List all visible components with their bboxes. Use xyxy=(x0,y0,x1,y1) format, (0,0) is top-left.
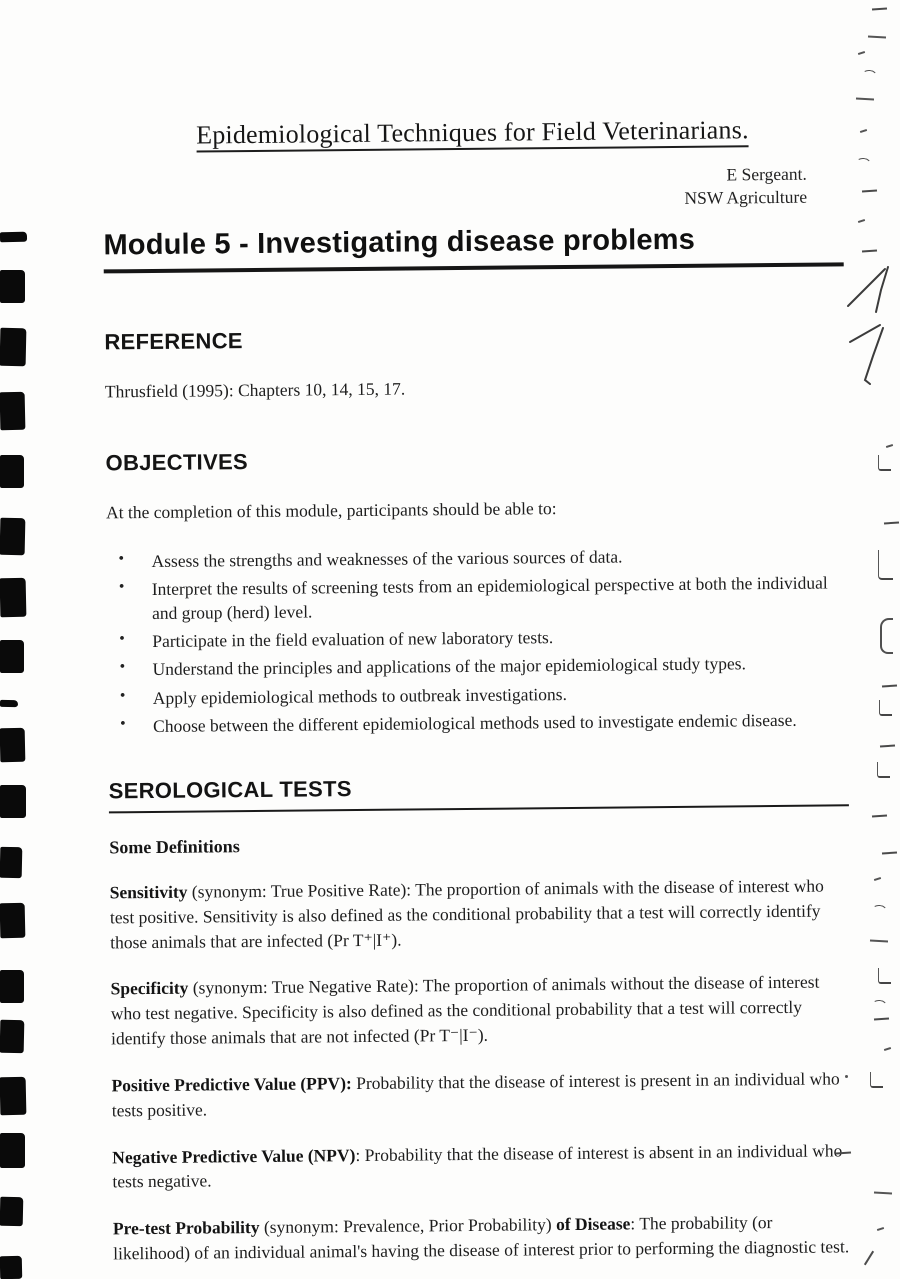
binding-mark xyxy=(0,785,26,818)
scan-edge-mark xyxy=(870,1072,883,1088)
binding-mark xyxy=(0,700,18,707)
definition-npv xyxy=(112,1138,852,1195)
scan-edge-mark xyxy=(858,219,865,223)
scan-edge-mark xyxy=(879,700,892,716)
scan-edge-mark xyxy=(864,1251,874,1266)
binding-mark xyxy=(0,1020,24,1053)
scan-edge-mark xyxy=(878,455,891,471)
binding-mark xyxy=(0,1197,23,1226)
binding-mark xyxy=(0,578,26,618)
module-heading: Module 5 - Investigating disease problems xyxy=(103,223,843,274)
scan-edge-mark xyxy=(861,69,877,82)
scan-edge-mark xyxy=(856,98,874,101)
binding-mark xyxy=(0,232,27,243)
binding-mark xyxy=(0,640,24,673)
definition-specificity xyxy=(111,970,852,1052)
scan-edge-mark xyxy=(882,851,897,854)
serological-tests-heading: SEROLOGICAL TESTS xyxy=(109,771,849,813)
definition-term: Sensitivity xyxy=(109,881,188,903)
scan-edge-mark xyxy=(880,744,895,747)
objective-item: • Participate in the field evaluation of new laboratory tests. xyxy=(107,623,847,654)
scan-edge-mark xyxy=(886,444,893,448)
scan-edge-mark xyxy=(880,618,893,654)
reference-citation: Thrusfield (1995): Chapters 10, 14, 15, 17. xyxy=(104,378,406,402)
definition-body: (synonym: True Negative Rate): The proportion of animals without the disease of interest who test negative. Specificity is also defined as the conditional probability that a test will correctly identify those animals that are not infected (Pr T⁻|I⁻). xyxy=(110,971,820,1049)
scan-edge-mark xyxy=(855,157,871,170)
binding-mark xyxy=(0,1133,25,1168)
organization: NSW Agriculture xyxy=(684,186,808,208)
reference-heading: REFERENCE xyxy=(104,328,243,355)
binding-mark xyxy=(0,392,25,431)
definition-sensitivity xyxy=(110,873,851,955)
binding-mark xyxy=(0,270,25,303)
scan-edge-mark xyxy=(871,904,887,917)
binding-mark xyxy=(0,1256,22,1279)
scan-edge-mark xyxy=(884,1047,891,1051)
definition-body: Probability that the disease of interest is present in an individual who tests positive. xyxy=(111,1068,840,1121)
definition-body: (synonym: Prevalence, Prior Probability) xyxy=(259,1214,557,1238)
definition-body: (synonym: True Positive Rate): The proportion of animals with the disease of interest who test positive. Sensitivity is also defined as the conditional probability that a test will correctly identify those animals that are infected (Pr T⁺|I⁺). xyxy=(109,875,824,952)
objective-item: • Assess the strengths and weaknesses of the various sources of data. xyxy=(106,542,846,573)
binding-mark xyxy=(0,903,25,939)
binding-mark xyxy=(0,728,25,763)
scan-edge-mark xyxy=(878,968,891,984)
scan-edge-mark xyxy=(874,877,881,881)
binding-mark xyxy=(0,455,24,488)
author: E Sergeant. xyxy=(726,163,807,185)
document-title-text: Epidemiological Techniques for Field Veterinarians. xyxy=(196,115,749,152)
scan-edge-mark xyxy=(862,189,877,192)
binding-mark xyxy=(0,518,25,556)
scan-edge-mark xyxy=(862,249,877,252)
objective-item: • Apply epidemiological methods to outbreak investigations. xyxy=(108,679,848,710)
definition-pretest-probability xyxy=(113,1210,853,1267)
scan-edge-mark xyxy=(845,1075,848,1078)
objective-item: • Choose between the different epidemiological methods used to investigate endemic disease. xyxy=(108,707,848,738)
scan-edge-mark xyxy=(871,999,887,1012)
definition-term: of Disease xyxy=(555,1213,631,1235)
scan-edge-mark xyxy=(874,1192,892,1195)
definition-term: Specificity xyxy=(110,978,189,999)
document-title xyxy=(102,114,842,151)
scan-edge-mark xyxy=(868,36,886,39)
byline xyxy=(103,162,843,215)
definition-term: Pre-test Probability xyxy=(112,1217,260,1239)
scan-edge-mark xyxy=(884,521,899,524)
objective-item: • Understand the principles and applications of the major epidemiological study types. xyxy=(107,651,847,682)
binding-mark xyxy=(0,970,24,1003)
objective-item: • Interpret the results of screening tests from an epidemiological perspective at both the individual and group (herd) level. xyxy=(107,570,847,625)
scan-edge-mark xyxy=(877,762,890,778)
definition-term: Positive Predictive Value (PPV): xyxy=(111,1073,352,1096)
scan-edge-mark xyxy=(870,940,888,943)
scan-edge-mark xyxy=(860,129,867,133)
scan-edge-mark xyxy=(882,684,897,687)
pen-mark xyxy=(845,262,900,324)
scan-edge-mark xyxy=(872,814,887,817)
binding-mark xyxy=(0,328,26,367)
scan-edge-mark xyxy=(877,1227,884,1231)
scan-edge-mark xyxy=(858,51,865,55)
binding-mark xyxy=(0,1077,26,1116)
scan-edge-mark xyxy=(872,7,887,10)
some-definitions-subheading: Some Definitions xyxy=(109,836,240,858)
pen-mark xyxy=(842,322,900,390)
scan-edge-mark xyxy=(874,1017,889,1020)
definition-body: : Probability that the disease of interest is absent in an individual who tests negative. xyxy=(112,1139,843,1192)
binding-mark xyxy=(0,847,22,878)
objectives-heading: OBJECTIVES xyxy=(105,449,249,476)
objectives-intro: At the completion of this module, participants should be able to: xyxy=(105,498,557,523)
definition-body: : The probability (or likelihood) of an individual animal's having the disease of interest prior to performing the diagnostic test. xyxy=(113,1212,850,1264)
definition-ppv xyxy=(111,1066,851,1123)
definition-term: Negative Predictive Value (NPV) xyxy=(112,1144,356,1167)
document-content xyxy=(101,0,853,1266)
scan-edge-mark xyxy=(878,550,893,580)
objectives-list xyxy=(106,542,848,738)
